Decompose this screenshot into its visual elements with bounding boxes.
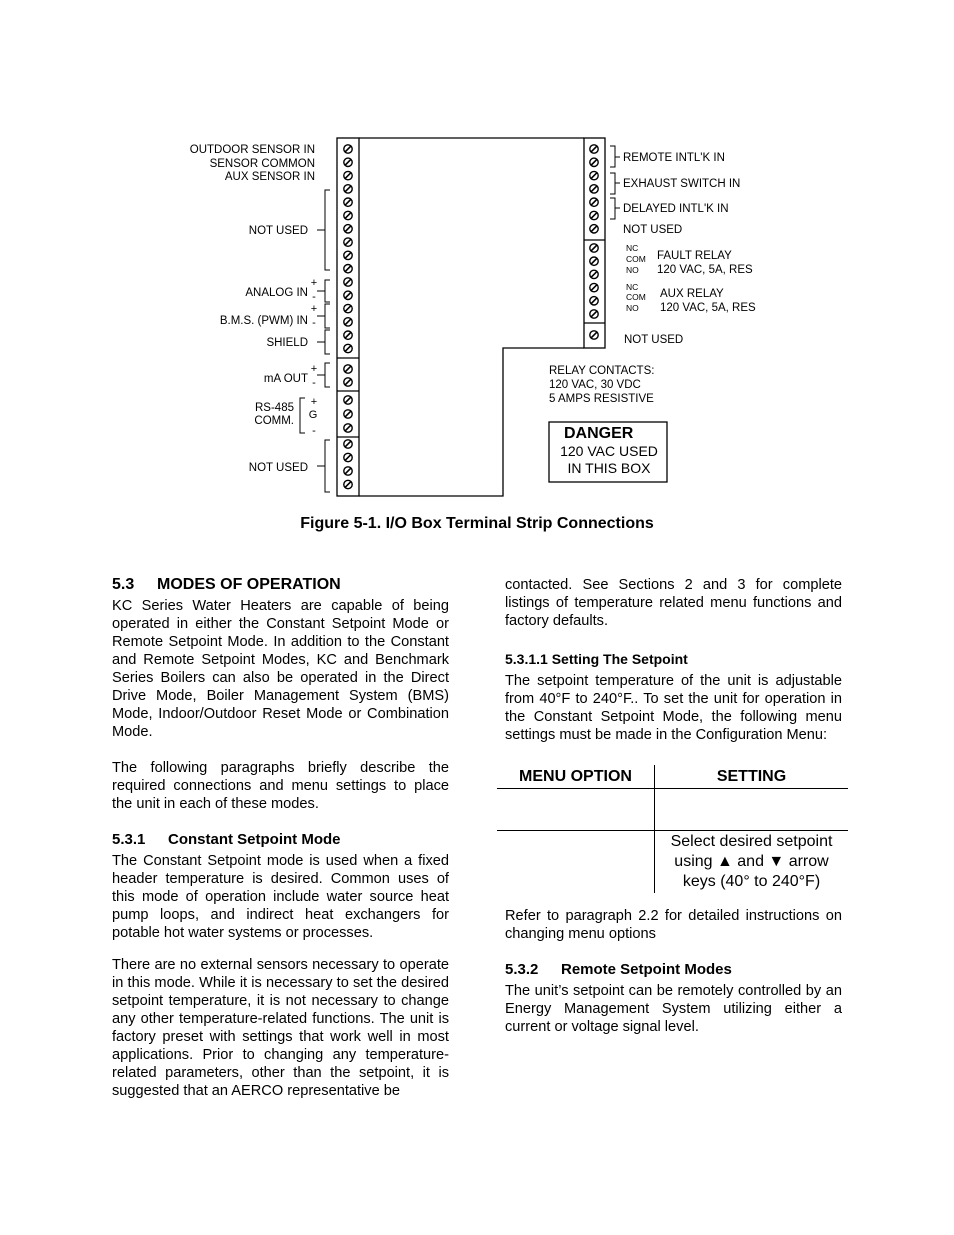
table-cell: Select desired setpoint using ▲ and ▼ arrow keys (40° to 240°F)	[670, 833, 833, 890]
table-cell	[497, 831, 655, 894]
analog-minus-mark: -	[312, 291, 316, 303]
section-title: MODES OF OPERATION	[157, 576, 341, 593]
analog-plus-mark: +	[310, 277, 318, 289]
aux-com-label: COM	[626, 292, 646, 302]
left-column	[112, 576, 449, 1100]
paragraph: The following paragraphs briefly describe the required connections and menu settings to place the unit in each of these modes.	[112, 760, 449, 812]
maout-minus-mark: -	[312, 377, 316, 389]
bms-minus-mark: -	[312, 317, 316, 329]
danger-line-2: IN THIS BOX	[567, 460, 651, 476]
section-number: 5.3.1	[112, 831, 146, 848]
menu-option-header: MENU OPTION	[497, 765, 655, 789]
rs485-plus-mark: +	[310, 396, 318, 408]
menu-settings-table	[497, 765, 848, 893]
paragraph: The Constant Setpoint mode is used when a fixed header temperature is desired. Common uses of this mode of operation include water source heat pump loops, and indirect heat exchangers for potable hot water systems or processes.	[112, 853, 449, 941]
rs485-comm-label: COMM.	[254, 415, 294, 427]
section-number: 5.3	[112, 576, 135, 593]
figure-caption: Figure 5-1. I/O Box Terminal Strip Connections	[300, 515, 654, 532]
outdoor-sensor-label: OUTDOOR SENSOR IN	[189, 144, 315, 156]
table-cell	[655, 789, 849, 831]
not-used-label-left-1: NOT USED	[248, 225, 308, 237]
fault-no-label: NO	[626, 265, 639, 275]
ma-out-label: mA OUT	[263, 373, 308, 385]
section-title: Remote Setpoint Modes	[561, 961, 732, 978]
aux-relay-rating: 120 VAC, 5A, RES	[660, 302, 756, 314]
paragraph: The setpoint temperature of the unit is adjustable from 40°F to 240°F.. To set the unit for operation in the Constant Setpoint Mode, the following menu settings must be made in the Configuration Menu:	[505, 673, 842, 743]
section-title: Constant Setpoint Mode	[168, 831, 341, 848]
aux-no-label: NO	[626, 303, 639, 313]
table-row	[497, 831, 848, 894]
fault-nc-label: NC	[626, 243, 639, 253]
paragraph: There are no external sensors necessary to operate in this mode. While it is necessary to set the desired setpoint temperature, it is not necessary to change any other temperature-related functions. The unit is factory preset with settings that work well in most applications. Prior to changing any temperature-related parameters, other than the setpoint, it is suggested that an AERCO representative be	[112, 957, 449, 1099]
paragraph: Refer to paragraph 2.2 for detailed instructions on changing menu options	[505, 908, 842, 942]
paragraph: The unit’s setpoint can be remotely controlled by an Energy Management System utilizing either a current or voltage signal level.	[505, 983, 842, 1035]
setting-header: SETTING	[655, 765, 849, 789]
rs485-ground-mark: G	[308, 409, 318, 421]
right-brackets	[610, 146, 620, 219]
fault-com-label: COM	[626, 254, 646, 264]
io-box-diagram	[0, 0, 954, 510]
relay-note-line-1: RELAY CONTACTS:	[549, 365, 655, 377]
table-row	[497, 789, 848, 831]
aux-sensor-label: AUX SENSOR IN	[224, 171, 315, 183]
sensor-common-label: SENSOR COMMON	[209, 158, 315, 170]
rs485-minus-mark: -	[312, 425, 316, 437]
right-terminal-strip	[590, 145, 598, 339]
danger-title: DANGER	[564, 425, 634, 442]
fault-relay-label: FAULT RELAY	[657, 250, 732, 262]
relay-note-line-2: 120 VAC, 30 VDC	[549, 379, 641, 391]
fault-relay-rating: 120 VAC, 5A, RES	[657, 264, 753, 276]
shield-label: SHIELD	[266, 337, 308, 349]
aux-relay-label: AUX RELAY	[660, 288, 724, 300]
not-used-label-right-2: NOT USED	[624, 334, 684, 346]
not-used-label-right-1: NOT USED	[623, 224, 683, 236]
bms-in-label: B.M.S. (PWM) IN	[219, 315, 308, 327]
paragraph: KC Series Water Heaters are capable of being operated in either the Constant Setpoint Mode or Remote Setpoint Mode. In addition to the Constant and Remote Setpoint Modes, KC and Benchmark Series Boilers can also be operated in the Direct Drive Mode, Boiler Management System (BMS) Mode, Indoor/Outdoor Reset Mode or Combination Mode.	[112, 598, 449, 740]
right-column	[505, 576, 842, 1036]
rs485-label: RS-485	[255, 402, 294, 414]
paragraph: contacted. See Sections 2 and 3 for complete listings of temperature related menu functions and factory defaults.	[505, 577, 842, 629]
table-cell	[497, 789, 655, 831]
analog-in-label: ANALOG IN	[245, 287, 308, 299]
section-5-3-1-heading	[112, 831, 449, 849]
section-5-3-1-1-heading: 5.3.1.1 Setting The Setpoint	[505, 651, 688, 667]
danger-line-1: 120 VAC USED	[560, 443, 658, 459]
section-5-3-2-heading	[505, 961, 842, 979]
remote-intlk-label: REMOTE INTL'K IN	[623, 152, 725, 164]
section-5-3-heading	[112, 576, 449, 594]
relay-note-line-3: 5 AMPS RESISTIVE	[549, 393, 654, 405]
maout-plus-mark: +	[310, 363, 318, 375]
delayed-intlk-label: DELAYED INTL'K IN	[623, 203, 729, 215]
exhaust-switch-label: EXHAUST SWITCH IN	[623, 178, 741, 190]
section-number: 5.3.2	[505, 961, 539, 978]
not-used-label-left-2: NOT USED	[248, 462, 308, 474]
bms-plus-mark: +	[310, 303, 318, 315]
aux-nc-label: NC	[626, 282, 639, 292]
